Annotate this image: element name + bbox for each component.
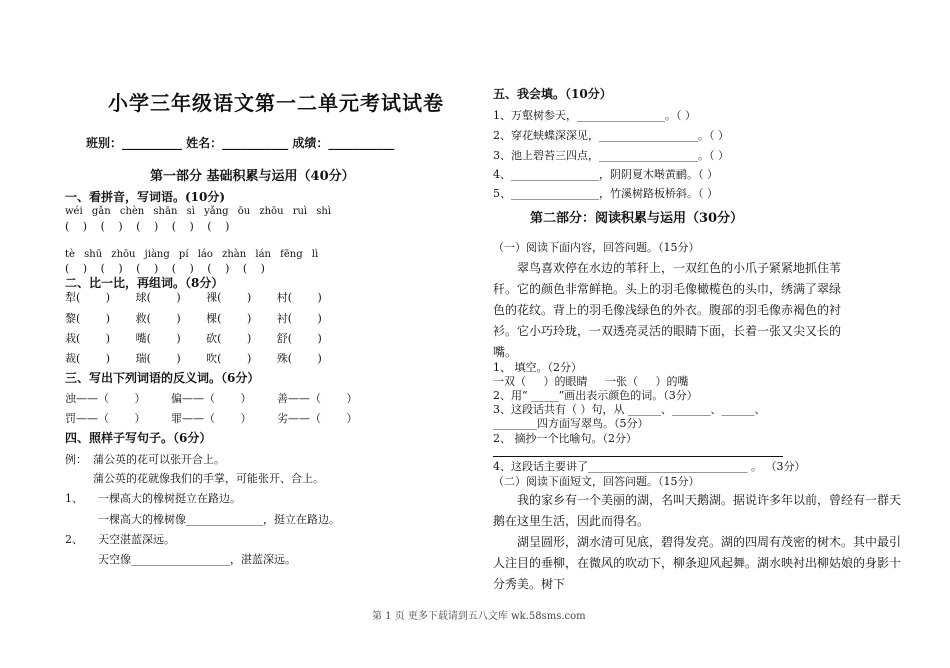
q1-answer-line: 一棵高大的橡树像______________，挺立在路边。 [98,513,340,526]
antonym-row-2: 罚——（ ） 罪——（ ） 劣——（ ） [65,412,358,425]
fill-row-5: 5、________________，竹溪树路板桥斜。（ ） [493,187,718,200]
pinyin-row-1: wéi gǎn chèn shān sì yǎng ōu zhōu ruì shì [65,206,332,217]
fill-row-2: 2、穿花蛱蝶深深见，__________________。（ ） [493,129,729,142]
example-sentence: 蒲公英的花可以张开合上。 [93,453,225,466]
part1-title: 第一部分 基础积累与运用（40分） [150,169,355,184]
example-label: 例： [65,453,87,466]
q2-answer-line: 天空像__________________，湛蓝深远。 [98,553,296,566]
section2-heading: 二、比一比，再组词。（8分） [65,276,224,290]
q2-number: 2、 [65,533,83,546]
reading1-q4-answer-line [493,456,783,457]
reading1-q4: 2、 摘抄一个比喻句。（2分） [493,432,637,445]
section1-heading: 一、看拼音，写词语。(10分) [65,190,226,204]
fill-row-4: 4、________________，阴阴夏木啭黄鹂。（ ） [493,168,718,181]
exam-title: 小学三年级语文第一二单元考试试卷 [108,91,444,115]
reading1-q1-line: 一双（ ）的眼睛 一张（ ）的嘴 [493,375,689,388]
section3-heading: 三、写出下列词语的反义词。（6分） [65,371,260,385]
reading1-q1: 1、 填空。（2分） [493,361,582,374]
blank-row-2: ( ) ( ) ( ) ( ) ( ) ( ) [65,262,265,275]
reading1-q3-cont: ________四方面写翠鸟。（5分） [493,417,649,430]
reading1-passage: 翠鸟喜欢停在水边的苇秆上，一双红色的小爪子紧紧地抓住苇秆。它的颜色非常鲜艳。头上的羽毛像橄榄色的头巾，绣满了翠绿色的花纹。背上的羽毛像浅绿色的外衣。腹部的羽毛像赤褐色的衬衫。它小巧玲珑，一双透亮灵活的眼睛下面，长着一张又尖又长的嘴。 [493,261,842,359]
antonym-row-1: 浊——（ ） 偏——（ ） 善——（ ） [65,392,358,405]
q2-sentence: 天空湛蓝深远。 [98,533,175,546]
fill-row-1: 1、万壑树参天，________________。（ ） [493,109,696,122]
page-footer: 第 1 页 更多下载请到五八文库 wk.58sms.com [372,611,586,622]
compare-row-4: 裁( ) 瑞( ) 吹( ) 殊( ) [65,352,322,365]
compare-row-1: 犁( ) 球( ) 裸( ) 村( ) [65,291,322,304]
q1-sentence: 一棵高大的橡树挺立在路边。 [98,492,241,505]
reading1-q5: 4、这段话主要讲了_____________________________ 。 （3分） [493,460,806,473]
fill-row-3: 3、池上碧苔三四点，__________________。（ ） [493,149,729,162]
section4-heading: 四、照样子写句子。（6分） [65,431,212,445]
compare-row-2: 黎( ) 救( ) 棵( ) 衬( ) [65,312,322,325]
part2-title: 第二部分：阅读积累与运用（30分） [530,211,744,226]
q1-number: 1、 [65,492,83,505]
compare-row-3: 栽( ) 嘴( ) 砍( ) 舒( ) [65,332,322,345]
reading1-q3: 3、这段话共有（ ）句，从 ______、_______、______、 [493,403,766,416]
reading2-paragraph-2: 湖呈圆形，湖水清可见底，碧得发亮。湖的四周有茂密的树木。其中最引人注目的垂柳，在微风的吹动下，柳条迎风起舞。湖水映衬出柳姑娘的身影十分秀美。树下 [493,535,902,591]
student-info-line: 班别：__________ 姓名：___________ 成绩：___________ [86,136,395,150]
reading2-heading: （二）阅读下面短文，回答问题。（15分） [493,475,700,488]
reading2-paragraph-1: 我的家乡有一个美丽的湖，名叫天鹅湖。据说许多年以前，曾经有一群天鹅在这里生活，因此而得名。 [493,493,902,528]
blank-row-1: ( ) ( ) ( ) ( ) ( ) [65,220,230,233]
example-answer: 蒲公英的花就像我们的手掌，可能张开、合上。 [93,472,324,485]
pinyin-row-2: tè shū zhōu jiàng pí láo zhàn lán fēng lì [65,249,319,260]
reading1-q2: 2、用“ _____”画出表示颜色的词。（3分） [493,389,698,402]
reading1-heading: （一）阅读下面内容，回答问题。（15分） [493,241,700,254]
section5-heading: 五、我会填。（10分） [493,87,612,101]
